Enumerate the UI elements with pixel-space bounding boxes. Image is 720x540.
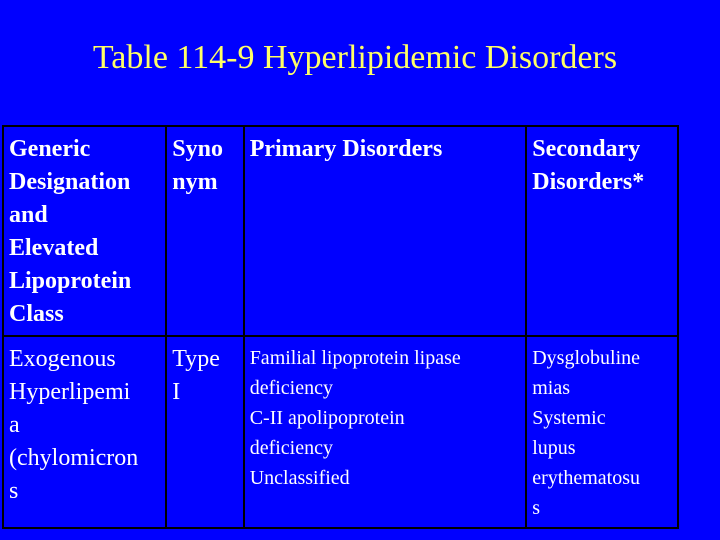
header-line: Disorders* bbox=[532, 169, 645, 195]
header-line: Elevated bbox=[9, 235, 99, 261]
slide-title: Table 114-9 Hyperlipidemic Disorders bbox=[92, 39, 618, 76]
item-line: deficiency bbox=[249, 377, 333, 399]
item-line: s bbox=[532, 497, 541, 519]
header-primary-disorders bbox=[244, 126, 527, 336]
item-line: Systemic bbox=[532, 407, 606, 429]
cell-primary-disorders bbox=[244, 336, 527, 528]
cell-line: Type bbox=[172, 346, 220, 372]
header-line: Secondary bbox=[532, 136, 641, 162]
header-synonym bbox=[166, 126, 243, 336]
item-line: deficiency bbox=[249, 437, 333, 459]
header-line: nym bbox=[172, 169, 218, 195]
table-header-row bbox=[3, 126, 678, 336]
item-line: mias bbox=[532, 377, 571, 399]
table-row bbox=[3, 336, 678, 528]
item-line: erythematosu bbox=[532, 467, 640, 489]
cell-line: a bbox=[9, 412, 20, 438]
primary-disorder-item bbox=[250, 463, 522, 493]
cell-line: s bbox=[9, 478, 19, 504]
header-line: Syno bbox=[172, 136, 223, 162]
cell-line: Hyperlipemi bbox=[9, 379, 131, 405]
secondary-disorder-item bbox=[532, 343, 673, 403]
cell-synonym bbox=[166, 336, 243, 528]
header-line: Designation bbox=[9, 169, 131, 195]
header-line: Class bbox=[9, 301, 64, 327]
cell-line: (chylomicron bbox=[9, 445, 139, 471]
header-line: and bbox=[9, 202, 48, 228]
item-line: Familial lipoprotein lipase bbox=[249, 347, 461, 369]
cell-line: Exogenous bbox=[9, 346, 116, 372]
cell-secondary-disorders bbox=[526, 336, 678, 528]
header-secondary-disorders bbox=[526, 126, 678, 336]
header-line: Primary Disorders bbox=[249, 136, 443, 162]
item-line: Dysglobuline bbox=[532, 347, 641, 369]
item-line: C-II apolipoprotein bbox=[249, 407, 405, 429]
item-line: lupus bbox=[532, 437, 576, 459]
header-line: Lipoprotein bbox=[9, 268, 132, 294]
cell-designation bbox=[3, 336, 166, 528]
hyperlipidemia-table bbox=[2, 125, 679, 529]
cell-line: I bbox=[172, 379, 181, 405]
header-line: Generic bbox=[9, 136, 91, 162]
primary-disorder-item bbox=[250, 403, 522, 463]
item-line: Unclassified bbox=[249, 467, 350, 489]
secondary-disorder-item bbox=[532, 403, 673, 523]
primary-disorder-item bbox=[250, 343, 522, 403]
header-generic-designation bbox=[3, 126, 166, 336]
